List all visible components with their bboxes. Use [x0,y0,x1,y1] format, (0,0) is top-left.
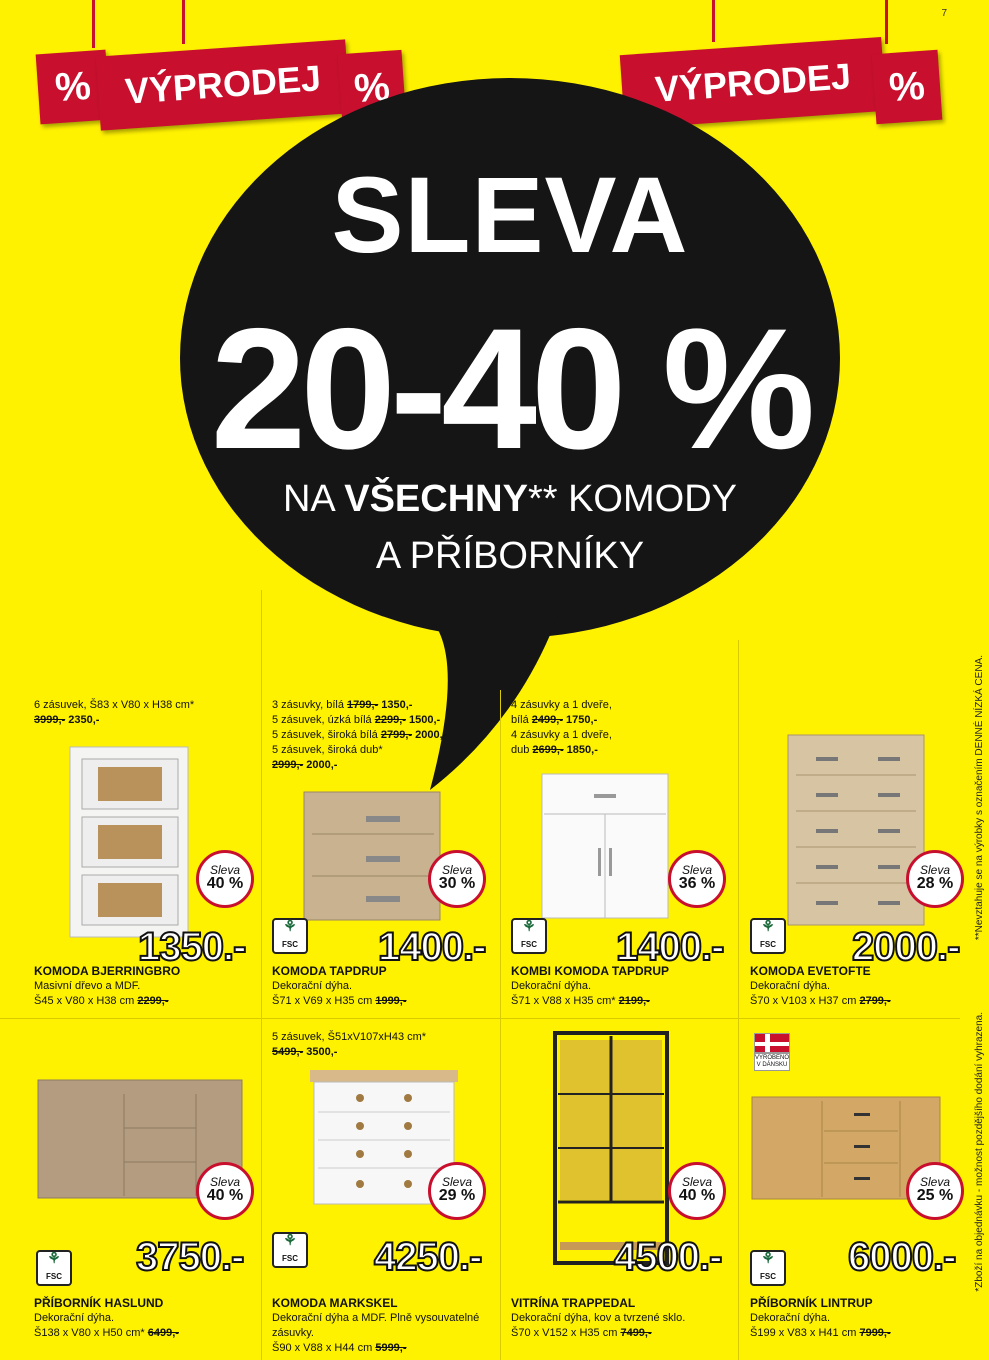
variant-old-price: 2699,- [532,744,564,756]
dimensions-text: Š138 x V80 x H50 cm* [34,1327,148,1339]
variant-new-price: 1850,- [563,744,598,756]
subline-text: NA [282,478,345,520]
product-info [750,1296,975,1341]
page-number: 7 [941,8,947,19]
grid-divider [0,1018,960,1019]
variant-line [272,1030,510,1045]
variant-description: bílá [511,714,532,726]
variant-description: 5 zásuvek, Š51xV107xH43 cm* [272,1031,427,1043]
badge-percent: 28 % [916,875,954,892]
product-old-price: 7499,- [620,1327,652,1339]
sale-banner-right: VÝPRODEJ [620,37,887,129]
dimensions-text: Š90 x V88 x H44 cm [272,1342,376,1354]
product-image-bjerringbro [68,745,193,945]
sale-price: 4250.- [374,1235,482,1279]
product-description: Dekorační dýha. [511,980,592,992]
variant-old-price: 2799,- [380,729,413,741]
product-description: Dekorační dýha, kov a tvrzené sklo. [511,1312,686,1324]
badge-label: Sleva [919,1175,951,1189]
product-name: VITRÍNA TRAPPEDAL [511,1296,636,1310]
variant-old-price: 5499,- [272,1046,304,1058]
discount-badge [668,850,726,908]
product-dimensions [272,994,497,1009]
percent-banner-left: % [36,50,111,125]
product-name: KOMODA TAPDRUP [272,964,387,978]
subline-emphasis: VŠECHNY [344,478,528,520]
sale-price: 1400.- [616,925,724,969]
product-info [272,1296,497,1356]
variant-line [272,698,510,713]
sale-price: 6000.- [848,1235,956,1279]
dimensions-text: Š45 x V80 x H38 cm [34,995,138,1007]
badge-percent: 40 % [206,875,244,892]
variant-new-price: 3500,- [303,1046,338,1058]
product-name: KOMBI KOMODA TAPDRUP [511,964,669,978]
sale-price: 1350.- [138,925,246,969]
product-info [750,964,975,1009]
badge-percent: 40 % [206,1187,244,1204]
product-dimensions [272,1341,497,1356]
sale-price: 4500.- [614,1235,722,1279]
variant-description: dub [511,744,533,756]
discount-badge [428,1162,486,1220]
badge-label: Sleva [209,1175,241,1189]
sale-banner-left: VÝPRODEJ [96,39,351,130]
variant-line [511,713,749,728]
badge-label: Sleva [919,863,951,877]
variant-old-price: 2499,- [531,714,563,726]
variant-line [511,743,749,758]
product-dimensions [511,1326,736,1341]
product-image-trappedal [552,1030,672,1268]
product-old-price: 5999,- [375,1342,407,1354]
product-old-price: 2299,- [137,995,169,1007]
product-name: PŘÍBORNÍK HASLUND [34,1296,164,1310]
discount-badge [668,1162,726,1220]
sale-price: 3750.- [136,1235,244,1279]
side-note-top: **Nevztahuje se na výrobky s označením DENNÉ NÍZKÁ CENA. [974,655,985,941]
sale-price: 2000.- [852,925,960,969]
subline-text: ** KOMODY [527,478,737,520]
variant-line [511,698,749,713]
variant-new-price: 2350,- [65,714,100,726]
product-info [34,964,259,1009]
variant-description: 4 zásuvky a 1 dveře, [511,699,612,711]
badge-percent: 29 % [438,1187,476,1204]
variant-old-price: 1799,- [347,699,379,711]
badge-label: Sleva [441,863,473,877]
product-info [511,1296,736,1341]
variant-new-price: 2000,- [303,759,338,771]
fsc-logo-icon: ⚘ FSC [750,918,786,954]
fsc-logo-icon: ⚘ FSC [36,1250,72,1286]
variant-old-price: 2299,- [374,714,406,726]
product-old-price: 2199,- [618,995,650,1007]
product-old-price: 6499,- [147,1327,179,1339]
product-image-tapdrup [302,790,442,925]
fsc-logo-icon: ⚘ FSC [511,918,547,954]
dimensions-text: Š71 x V69 x H35 cm [272,995,376,1007]
product-description: Dekorační dýha a MDF. Plně vysouvatelné zásuvky. [272,1312,480,1339]
badge-label: Sleva [681,1175,713,1189]
product-description: Masivní dřevo a MDF. [34,980,141,992]
variant-line [272,713,510,728]
product-dimensions [750,1326,975,1341]
discount-badge [906,1162,964,1220]
variant-price-list [272,1030,510,1060]
variant-description: 4 zásuvky a 1 dveře, [511,729,612,741]
variant-price-list [272,698,510,773]
variant-new-price: 1500,- [405,714,441,726]
badge-percent: 30 % [438,875,476,892]
dimensions-text: Š70 x V152 x H35 cm [511,1327,621,1339]
variant-price-list [34,698,272,728]
product-description: Dekorační dýha. [750,1312,831,1324]
variant-line [272,1045,510,1060]
badge-label: Sleva [441,1175,473,1189]
headline-discount-range: 20-40 % [210,293,810,485]
made-in-denmark-label: VYROBENO V DÁNSKU [754,1053,790,1071]
product-description: Dekorační dýha. [750,980,831,992]
headline-subline-2: A PŘÍBORNÍKY [375,535,645,577]
percent-banner-mid: % [338,50,407,126]
variant-old-price: 3999,- [34,714,66,726]
variant-new-price: 1750,- [563,714,598,726]
fsc-logo-icon: ⚘ FSC [272,1232,308,1268]
made-in-denmark-flag-icon [754,1033,790,1077]
variant-description: 5 zásuvek, úzká bílá [272,714,375,726]
variant-line [511,728,749,743]
discount-badge [196,1162,254,1220]
fsc-logo-icon: ⚘ FSC [272,918,308,954]
product-old-price: 2799,- [859,995,891,1007]
sale-price: 1400.- [378,925,486,969]
headline-subline-1 [180,478,840,521]
product-name: KOMODA MARKSKEL [272,1296,398,1310]
discount-badge [428,850,486,908]
variant-new-price: 1350,- [378,699,413,711]
variant-description: 5 zásuvek, široká bílá [272,729,381,741]
badge-percent: 25 % [916,1187,954,1204]
fsc-logo-icon: ⚘ FSC [750,1250,786,1286]
badge-percent: 40 % [678,1187,716,1204]
dimensions-text: Š70 x V103 x H37 cm [750,995,860,1007]
percent-banner-right: % [872,50,943,124]
product-name: KOMODA EVETOFTE [750,964,871,978]
product-dimensions [34,1326,259,1341]
dimensions-text: Š199 x V83 x H41 cm [750,1327,860,1339]
variant-description: 3 zásuvky, bílá [272,699,347,711]
variant-line [272,743,510,758]
variant-line [34,713,272,728]
variant-line [272,728,510,743]
discount-badge [196,850,254,908]
variant-price-list [511,698,749,758]
product-info [34,1296,259,1341]
product-image-evetofte [786,733,926,928]
grid-divider [500,690,501,1360]
variant-description: 5 zásuvek, široká dub* [272,744,383,756]
product-name: KOMODA BJERRINGBRO [34,964,181,978]
badge-percent: 36 % [678,875,716,892]
product-description: Dekorační dýha. [272,980,353,992]
dimensions-text: Š71 x V88 x H35 cm* [511,995,619,1007]
badge-label: Sleva [681,863,713,877]
product-name: PŘÍBORNÍK LINTRUP [750,1296,873,1310]
product-dimensions [750,994,975,1009]
side-note-bottom: *Zboží na objednávku - možnost pozdějšího dodání vyhrazena. [974,1012,985,1292]
product-old-price: 7999,- [859,1327,891,1339]
badge-label: Sleva [209,863,241,877]
headline-sleva: SLEVA [331,154,689,275]
discount-badge [906,850,964,908]
variant-new-price: 2000,- [412,729,447,741]
variant-line [272,758,510,773]
product-dimensions [511,994,736,1009]
variant-description: 6 zásuvek, Š83 x V80 x H38 cm* [34,699,195,711]
product-dimensions [34,994,259,1009]
variant-old-price: 2999,- [272,759,304,771]
product-old-price: 1999,- [375,995,407,1007]
product-info [272,964,497,1009]
product-info [511,964,736,1009]
product-image-kombi-tapdrup [540,772,670,922]
product-description: Dekorační dýha. [34,1312,115,1324]
variant-line [34,698,272,713]
